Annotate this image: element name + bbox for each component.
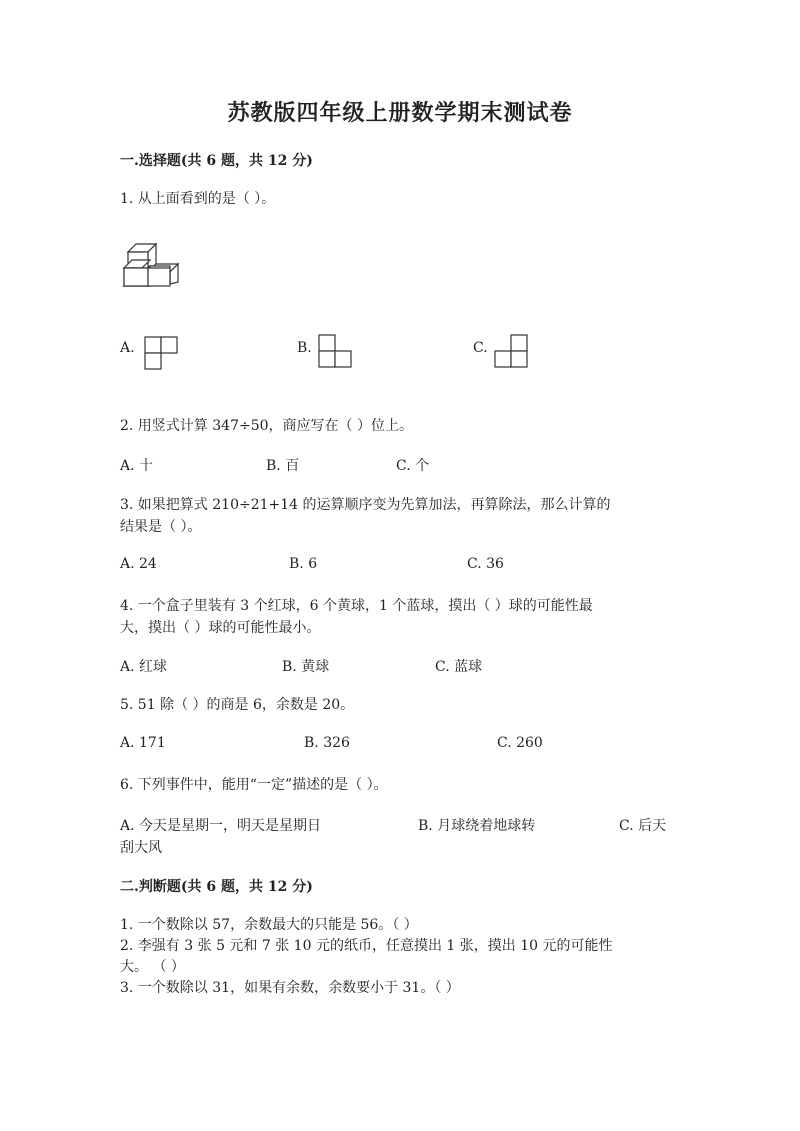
- question-3-stem-line1: 3. 如果把算式 210÷21+14 的运算顺序变为先算加法，再算除法，那么计算的: [120, 497, 611, 513]
- question-3-option-b[interactable]: B. 6: [289, 556, 318, 572]
- question-1-stem: 1. 从上面看到的是（ ）。: [120, 191, 276, 207]
- question-6-option-c[interactable]: C. 后天: [619, 818, 667, 834]
- question-4-stem-line2: 大，摸出（ ）球的可能性最小。: [120, 620, 321, 636]
- question-2-option-b[interactable]: B. 百: [266, 458, 300, 474]
- question-6-stem: 6. 下列事件中，能用“一定”描述的是（ ）。: [120, 777, 388, 793]
- question-2-stem: 2. 用竖式计算 347÷50，商应写在（ ）位上。: [120, 418, 413, 434]
- question-1-option-a[interactable]: A.: [120, 340, 135, 356]
- question-2-option-c[interactable]: C. 个: [396, 458, 430, 474]
- section-heading-choice: 一.选择题(共 6 题，共 12 分): [120, 153, 313, 169]
- page-title: 苏教版四年级上册数学期末测试卷: [227, 100, 573, 126]
- question-3-option-c[interactable]: C. 36: [467, 556, 504, 572]
- question-3-stem-line2: 结果是（ ）。: [120, 519, 202, 535]
- question-4-option-b[interactable]: B. 黄球: [282, 659, 330, 675]
- judgement-item-3: 3. 一个数除以 31，如果有余数，余数要小于 31。（ ）: [120, 980, 460, 996]
- judgement-item-2-line2: 大。 （ ）: [120, 959, 185, 975]
- question-1-option-b[interactable]: B.: [297, 340, 312, 356]
- question-3-option-a[interactable]: A. 24: [120, 556, 157, 572]
- question-4-option-a[interactable]: A. 红球: [120, 659, 168, 675]
- option-b-top-view-shape: [318, 334, 352, 368]
- question-5-option-a[interactable]: A. 171: [120, 735, 166, 751]
- question-5-option-b[interactable]: B. 326: [304, 735, 350, 751]
- option-a-top-view-shape: [144, 336, 178, 370]
- judgement-item-2-line1: 2. 李强有 3 张 5 元和 7 张 10 元的纸币，任意摸出 1 张，摸出 10 元的可能性: [120, 938, 613, 954]
- question-6-option-a[interactable]: A. 今天是星期一，明天是星期日: [120, 818, 322, 834]
- question-6-option-b[interactable]: B. 月球绕着地球转: [418, 818, 536, 834]
- question-4-stem-line1: 4. 一个盒子里装有 3 个红球，6 个黄球，1 个蓝球，摸出（ ）球的可能性最: [120, 598, 593, 614]
- judgement-item-1: 1. 一个数除以 57，余数最大的只能是 56。（ ）: [120, 917, 418, 933]
- question-6-option-c-continued: 刮大风: [120, 840, 162, 856]
- question-5-stem: 5. 51 除（ ）的商是 6，余数是 20。: [120, 697, 355, 713]
- question-1-option-c[interactable]: C.: [473, 340, 488, 356]
- cube-figure-3d: [122, 242, 182, 288]
- section-heading-judgement: 二.判断题(共 6 题，共 12 分): [120, 879, 313, 895]
- option-c-top-view-shape: [494, 334, 528, 368]
- question-2-option-a[interactable]: A. 十: [120, 458, 154, 474]
- question-4-option-c[interactable]: C. 蓝球: [435, 659, 483, 675]
- question-5-option-c[interactable]: C. 260: [497, 735, 543, 751]
